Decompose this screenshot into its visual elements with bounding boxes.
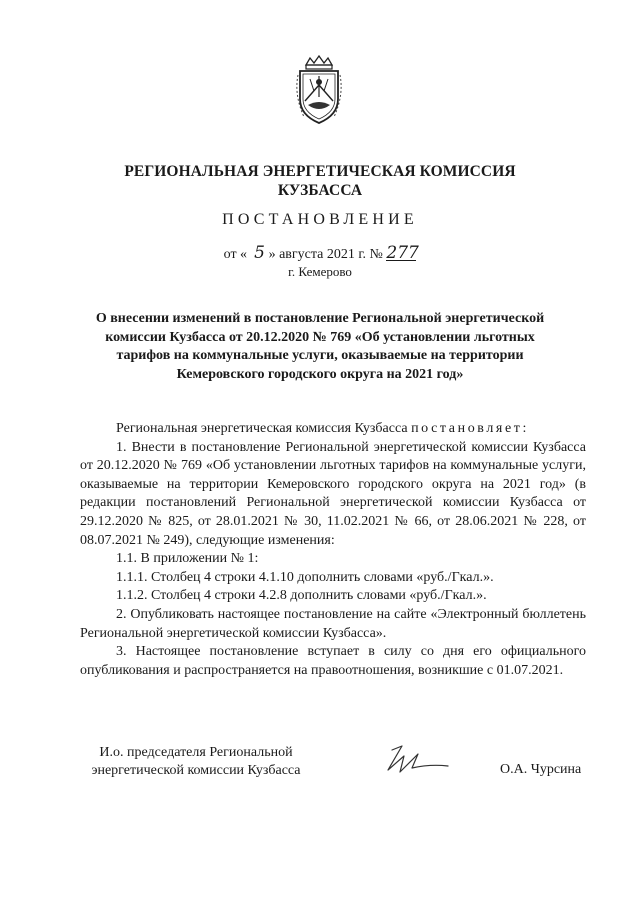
- paragraph-1-1: 1.1. В приложении № 1:: [116, 551, 259, 567]
- handwritten-signature-icon: [382, 742, 454, 776]
- document-body: [80, 420, 586, 680]
- paragraph-1-1-2: 1.1.2. Столбец 4 строки 4.2.8 дополнить словами «руб./Гкал.».: [116, 588, 487, 604]
- preamble-text: Региональная энергетическая комиссия Кузбасса: [116, 421, 408, 436]
- date-line: [0, 245, 640, 263]
- preamble: [80, 420, 586, 439]
- paragraph-1-1-1: 1.1.1. Столбец 4 строки 4.1.10 дополнить словами «руб./Гкал.».: [116, 569, 494, 585]
- paragraph-3: 3. Настоящее постановление вступает в силу со дня его официального опубликования и распространяется на правоотношения, возникшие с 01.07.2021.: [80, 644, 586, 678]
- document-number: 277: [386, 243, 419, 263]
- date-middle: » августа 2021 г. №: [268, 247, 383, 262]
- paragraph-2: 2. Опубликовать настоящее постановление на сайте «Электронный бюллетень Региональной энергетической комиссии Кузбасса».: [80, 606, 586, 641]
- signatory-name: О.А. Чурсина: [500, 762, 582, 777]
- city: г. Кемерово: [288, 264, 352, 279]
- date-day: 5: [254, 243, 265, 263]
- date-prefix: от «: [223, 247, 248, 262]
- organization-name: [0, 162, 640, 200]
- signatory-position: [80, 744, 312, 780]
- signatory-position-line1: И.о. председателя Региональной: [99, 745, 293, 760]
- paragraph-1: 1. Внести в постановление Региональной энергетической комиссии Кузбасса от 20.12.2020 № 769 «Об установлении льготных тарифов на коммунальные услуги, оказываемые на территории Кемеровского городского округа на 2021 год» (в редакции постановлений Региональной энергетической комиссии Кузбасса от 29.12.2020 № 825, от 28.01.2021 № 30, 11.02.2021 № 66, от 28.06.2021 № 228, от 08.07.2021 № 249), следующие изменения:: [80, 439, 586, 548]
- coat-of-arms-icon: [292, 55, 346, 127]
- organization-name-line2: КУЗБАССА: [277, 182, 363, 199]
- organization-name-line1: РЕГИОНАЛЬНАЯ ЭНЕРГЕТИЧЕСКАЯ КОМИССИЯ: [124, 163, 516, 180]
- document-type: ПОСТАНОВЛЕНИЕ: [222, 211, 418, 228]
- signatory-position-line2: энергетической комиссии Кузбасса: [91, 763, 301, 778]
- preamble-verb: постановляет:: [411, 421, 529, 436]
- document-subject: О внесении изменений в постановление Региональной энергетической комиссии Кузбасса от 20.12.2020 № 769 «Об установлении льготных тарифов на коммунальные услуги, оказываемые на территории Кемеровского городского округа на 2021 год»: [95, 311, 545, 382]
